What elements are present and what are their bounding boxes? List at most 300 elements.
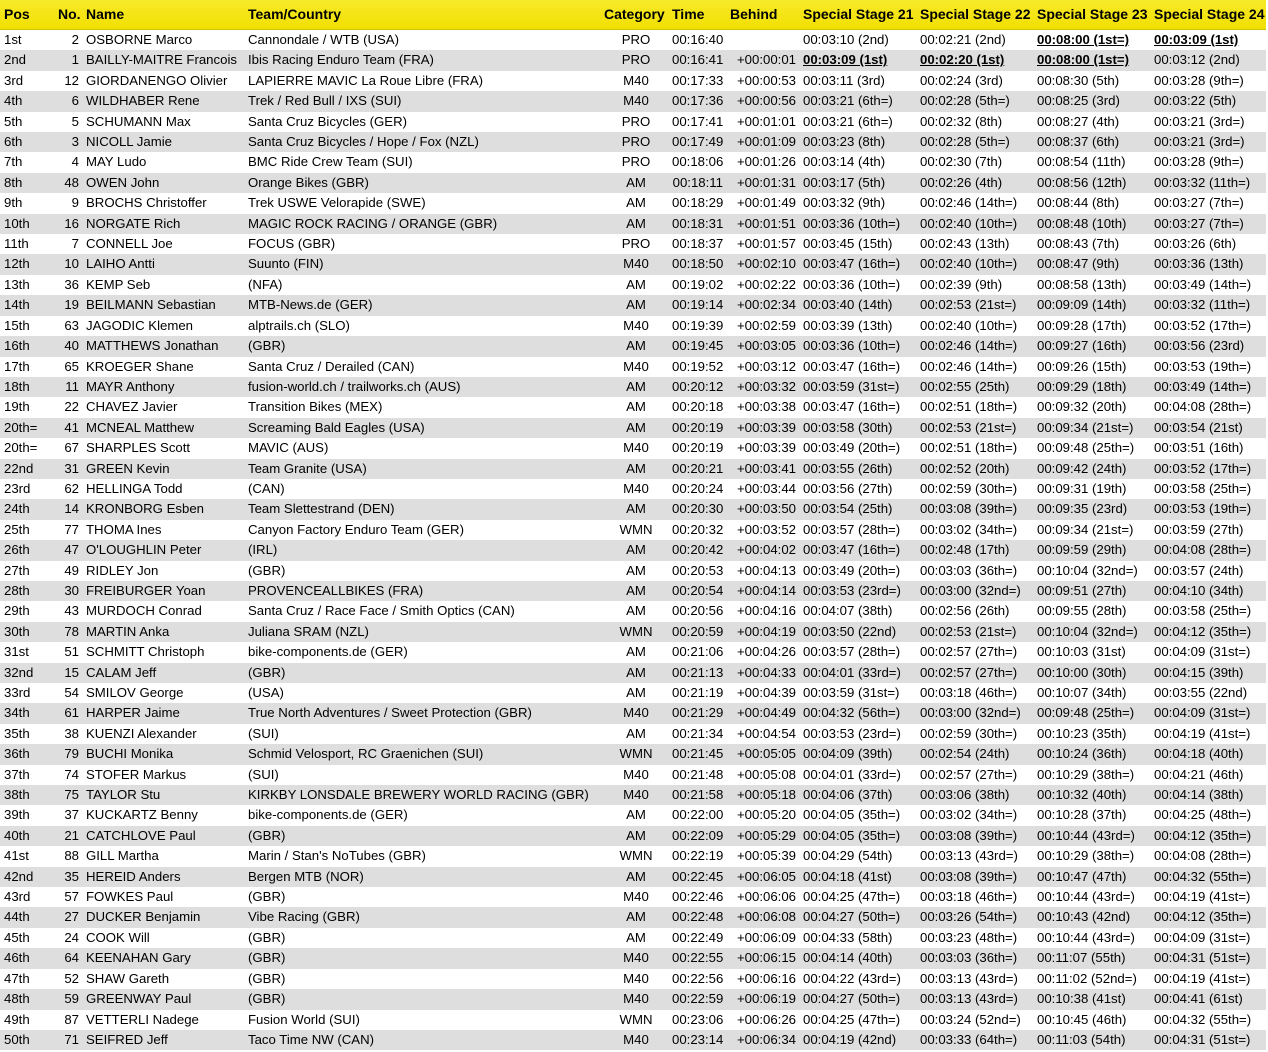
cell-category: M40 [623, 1031, 649, 1047]
cell-name: VETTERLI Nadege [86, 1011, 199, 1027]
cell-special-stage-23: 00:08:37 (6th) [1037, 134, 1120, 150]
cell-category: AM [626, 297, 646, 313]
cell-time: 00:20:56 [672, 603, 724, 619]
cell-special-stage-21: 00:04:06 (37th) [803, 787, 893, 803]
cell-special-stage-22: 00:02:59 (30th=) [920, 480, 1018, 496]
cell-team: KIRKBY LONSDALE BREWERY WORLD RACING (GBR) [248, 787, 589, 803]
cell-special-stage-22: 00:02:51 (18th=) [920, 399, 1018, 415]
cell-special-stage-22: 00:02:32 (8th) [920, 113, 1003, 129]
cell-special-stage-23: 00:08:27 (4th) [1037, 113, 1120, 129]
cell-behind: +00:03:44 [736, 480, 796, 496]
cell-name: BUCHI Monika [86, 746, 174, 762]
cell-name: TAYLOR Stu [86, 787, 161, 803]
header-special-stage-21[interactable]: Special Stage 21 [799, 0, 916, 30]
cell-team: Transition Bikes (MEX) [248, 399, 383, 415]
cell-category: PRO [621, 52, 651, 68]
cell-no: 36 [64, 276, 79, 292]
cell-pos: 6th [4, 134, 23, 150]
cell-no: 11 [65, 378, 79, 394]
cell-special-stage-24: 00:04:19 (41st=) [1154, 889, 1251, 905]
cell-category: AM [626, 685, 646, 700]
cell-special-stage-21: 00:03:39 (13th) [803, 317, 893, 333]
cell-time: 00:20:24 [672, 480, 724, 496]
cell-special-stage-24: 00:03:32 (11th=) [1154, 174, 1251, 190]
cell-behind: +00:06:34 [736, 1031, 796, 1047]
cell-special-stage-24: 00:03:58 (25th=) [1154, 603, 1252, 619]
cell-special-stage-23: 00:09:32 (20th) [1037, 399, 1127, 415]
cell-special-stage-22: 00:03:24 (52nd=) [920, 1011, 1021, 1027]
cell-behind: +00:06:08 [736, 909, 796, 925]
cell-team: True North Adventures / Sweet Protection (GBR) [248, 705, 532, 721]
cell-team: (GBR) [248, 991, 286, 1007]
cell-name: RIDLEY Jon [86, 562, 159, 578]
cell-name: O'LOUGHLIN Peter [86, 542, 202, 558]
cell-category: AM [626, 603, 646, 619]
cell-category: PRO [621, 113, 651, 129]
cell-special-stage-22: 00:02:40 (10th=) [920, 317, 1018, 333]
cell-special-stage-21: 00:04:27 (50th=) [803, 909, 901, 925]
cell-behind: +00:01:49 [736, 195, 796, 211]
cell-team: (GBR) [248, 562, 286, 578]
cell-category: M40 [623, 766, 649, 782]
cell-special-stage-21: 00:04:19 (42nd) [803, 1031, 897, 1047]
header-category[interactable]: Category [600, 0, 668, 30]
cell-special-stage-24: 00:03:27 (7th=) [1154, 195, 1244, 211]
cell-special-stage-23: 00:09:34 (21st=) [1037, 521, 1134, 537]
cell-special-stage-24: 00:03:54 (21st) [1154, 419, 1243, 435]
cell-time: 00:22:48 [672, 909, 724, 925]
cell-no: 77 [64, 521, 79, 537]
cell-special-stage-21: 00:03:57 (28th=) [803, 644, 901, 660]
table-row [0, 601, 1266, 621]
cell-pos: 20th= [4, 440, 38, 456]
cell-no: 41 [64, 419, 79, 435]
cell-special-stage-23: 00:09:29 (18th) [1037, 378, 1127, 394]
cell-special-stage-23: 00:08:58 (13th) [1037, 276, 1127, 292]
cell-no: 14 [64, 501, 79, 517]
cell-team: MAVIC (AUS) [248, 440, 329, 456]
cell-name: KUCKARTZ Benny [86, 807, 198, 823]
cell-category: AM [626, 929, 646, 945]
cell-pos: 39th [4, 807, 30, 823]
cell-special-stage-21: 00:03:49 (20th=) [803, 440, 901, 456]
cell-special-stage-21: 00:04:07 (38th) [803, 603, 893, 619]
cell-special-stage-22: 00:02:55 (25th) [920, 378, 1010, 394]
cell-name: OWEN John [86, 174, 160, 190]
cell-category: AM [626, 460, 646, 476]
cell-name: NORGATE Rich [86, 215, 181, 231]
cell-time: 00:22:56 [672, 970, 724, 986]
cell-special-stage-23: 00:10:29 (38th=) [1037, 766, 1135, 782]
cell-pos: 19th [4, 399, 30, 415]
cell-time: 00:20:53 [672, 562, 724, 578]
table-row [0, 744, 1266, 764]
header-team[interactable]: Team/Country [244, 0, 600, 30]
cell-category: AM [626, 338, 646, 354]
cell-time: 00:19:14 [672, 297, 724, 313]
cell-special-stage-21: 00:04:09 (39th) [803, 746, 893, 762]
cell-special-stage-24: 00:04:19 (41st=) [1154, 725, 1251, 741]
cell-category: AM [626, 664, 646, 680]
cell-no: 40 [64, 338, 79, 354]
cell-special-stage-24: 00:03:52 (17th=) [1154, 460, 1252, 476]
cell-time: 00:20:18 [672, 399, 724, 415]
cell-pos: 8th [4, 174, 23, 190]
cell-time: 00:20:42 [672, 542, 724, 558]
cell-behind: +00:06:09 [736, 929, 796, 945]
cell-special-stage-22: 00:03:08 (39th=) [920, 827, 1018, 843]
cell-special-stage-23: 00:10:04 (32nd=) [1037, 562, 1138, 578]
cell-pos: 45th [4, 929, 30, 945]
cell-category: M40 [623, 970, 649, 986]
cell-special-stage-24: 00:04:08 (28th=) [1154, 848, 1252, 864]
cell-no: 22 [64, 399, 79, 415]
cell-team: Schmid Velosport, RC Graenichen (SUI) [248, 746, 484, 762]
cell-category: PRO [621, 134, 651, 150]
table-row [0, 1030, 1266, 1050]
cell-special-stage-22: 00:02:57 (27th=) [920, 644, 1018, 660]
cell-behind: +00:02:59 [736, 317, 796, 333]
cell-special-stage-22: 00:02:28 (5th=) [920, 93, 1010, 109]
cell-team: Canyon Factory Enduro Team (GER) [248, 521, 464, 537]
cell-time: 00:21:29 [672, 705, 724, 721]
cell-behind: +00:00:01 [736, 52, 796, 68]
cell-special-stage-24: 00:04:31 (51st=) [1154, 950, 1251, 966]
cell-behind: +00:03:50 [736, 501, 796, 517]
cell-special-stage-23: 00:11:02 (52nd=) [1037, 970, 1137, 986]
table-row [0, 622, 1266, 642]
cell-behind: +00:05:39 [736, 848, 796, 864]
cell-name: THOMA Ines [86, 521, 162, 537]
cell-behind: +00:01:51 [736, 215, 796, 231]
header-time[interactable]: Time [668, 0, 726, 30]
cell-team: PROVENCEALLBIKES (FRA) [248, 582, 424, 598]
cell-behind: +00:04:33 [736, 664, 796, 680]
cell-special-stage-21: 00:04:22 (43rd=) [803, 970, 901, 986]
cell-behind: +00:06:05 [736, 868, 796, 884]
cell-team: Suunto (FIN) [248, 256, 324, 272]
cell-team: alptrails.ch (SLO) [248, 317, 350, 333]
table-row [0, 765, 1266, 785]
cell-no: 30 [64, 582, 79, 598]
cell-behind [726, 30, 799, 51]
cell-category: AM [626, 868, 646, 884]
cell-special-stage-22: 00:02:57 (27th=) [920, 766, 1018, 782]
cell-special-stage-21: 00:03:17 (5th) [803, 174, 886, 190]
cell-pos: 30th [4, 623, 30, 639]
cell-time: 00:21:58 [672, 787, 724, 803]
cell-no: 37 [64, 807, 79, 823]
cell-special-stage-24: 00:04:32 (55th=) [1154, 868, 1252, 884]
cell-name: CALAM Jeff [86, 664, 157, 680]
cell-category: PRO [621, 154, 651, 170]
table-row [0, 30, 1266, 51]
cell-special-stage-23: 00:09:48 (25th=) [1037, 705, 1135, 721]
cell-behind: +00:03:41 [736, 460, 796, 476]
cell-special-stage-24: 00:03:51 (16th) [1154, 440, 1244, 456]
cell-category: AM [626, 542, 646, 558]
cell-team: Marin / Stan's NoTubes (GBR) [248, 848, 426, 864]
cell-category: AM [626, 501, 646, 517]
cell-special-stage-22: 00:02:46 (14th=) [920, 338, 1018, 354]
cell-no: 27 [64, 909, 79, 925]
cell-category: M40 [623, 317, 649, 333]
cell-team: (GBR) [248, 664, 286, 680]
cell-special-stage-22: 00:02:26 (4th) [920, 174, 1003, 190]
cell-special-stage-21: 00:03:54 (25th) [803, 501, 893, 517]
cell-special-stage-23: 00:10:44 (43rd=) [1037, 827, 1135, 843]
cell-name: JAGODIC Klemen [86, 317, 193, 333]
cell-special-stage-21: 00:04:18 (41st) [803, 868, 892, 884]
cell-behind: +00:06:06 [736, 889, 796, 905]
cell-time: 00:17:36 [672, 93, 724, 109]
cell-category: AM [626, 195, 646, 211]
header-behind[interactable]: Behind [726, 0, 799, 30]
cell-special-stage-21: 00:03:23 (8th) [803, 134, 886, 150]
cell-special-stage-22: 00:02:53 (21st=) [920, 419, 1017, 435]
cell-special-stage-24: 00:03:58 (25th=) [1154, 480, 1252, 496]
cell-no: 7 [71, 236, 79, 252]
cell-team: (GBR) [248, 950, 286, 966]
cell-special-stage-21: 00:03:36 (10th=) [803, 276, 901, 292]
table-row [0, 214, 1266, 234]
cell-category: M40 [623, 480, 649, 496]
cell-pos: 13th [4, 276, 30, 292]
cell-no: 62 [64, 480, 79, 496]
cell-pos: 28th [4, 582, 30, 598]
cell-pos: 23rd [4, 480, 31, 496]
cell-special-stage-23: 00:09:09 (14th) [1037, 297, 1127, 313]
cell-pos: 33rd [4, 685, 31, 700]
cell-category: M40 [623, 950, 649, 966]
cell-pos: 34th [4, 705, 30, 721]
cell-time: 00:21:13 [672, 664, 724, 680]
cell-time: 00:17:41 [672, 113, 724, 129]
cell-special-stage-22: 00:02:56 (26th) [920, 603, 1010, 619]
cell-pos: 15th [4, 317, 30, 333]
header-special-stage-23[interactable]: Special Stage 23 [1033, 0, 1150, 30]
cell-special-stage-22: 00:03:02 (34th=) [920, 807, 1018, 823]
cell-team: Santa Cruz Bicycles / Hope / Fox (NZL) [248, 134, 479, 150]
cell-pos: 4th [4, 93, 23, 109]
cell-category: WMN [619, 746, 653, 762]
cell-name: BAILLY-MAITRE Francois [86, 52, 237, 68]
cell-category: AM [626, 399, 646, 415]
cell-name: KUENZI Alexander [86, 725, 197, 741]
cell-behind: +00:00:53 [736, 72, 796, 88]
cell-team: MTB-News.de (GER) [248, 297, 373, 313]
cell-name: GREEN Kevin [86, 460, 170, 476]
cell-name: FREIBURGER Yoan [86, 582, 206, 598]
header-pos[interactable]: Pos [0, 0, 54, 30]
cell-team: Orange Bikes (GBR) [248, 174, 369, 190]
header-no[interactable]: No. [54, 0, 82, 30]
cell-name: BROCHS Christoffer [86, 195, 207, 211]
cell-team: Team Slettestrand (DEN) [248, 501, 395, 517]
cell-category: PRO [621, 236, 651, 252]
cell-team: FOCUS (GBR) [248, 236, 336, 252]
cell-special-stage-24: 00:04:08 (28th=) [1154, 399, 1252, 415]
cell-behind: +00:02:22 [736, 276, 796, 292]
cell-pos: 9th [4, 195, 23, 211]
cell-special-stage-23: 00:10:24 (36th) [1037, 746, 1127, 762]
cell-no: 64 [64, 950, 79, 966]
cell-no: 21 [64, 827, 79, 843]
cell-special-stage-22: 00:02:53 (21st=) [920, 623, 1017, 639]
cell-special-stage-24: 00:03:28 (9th=) [1154, 154, 1244, 170]
cell-name: KRONBORG Esben [86, 501, 204, 517]
cell-behind: +00:01:09 [736, 134, 796, 150]
cell-special-stage-23: 00:09:26 (15th) [1037, 358, 1127, 374]
cell-time: 00:20:21 [672, 460, 724, 476]
cell-pos: 27th [4, 562, 30, 578]
cell-special-stage-22: 00:03:26 (54th=) [920, 909, 1018, 925]
cell-special-stage-22: 00:03:18 (46th=) [920, 889, 1018, 905]
cell-team: (USA) [248, 685, 284, 700]
table-header [0, 0, 1266, 30]
cell-special-stage-22: 00:03:13 (43rd=) [920, 970, 1018, 986]
cell-special-stage-22: 00:02:46 (14th=) [920, 195, 1018, 211]
cell-team: (GBR) [248, 889, 286, 905]
cell-name: HELLINGA Todd [86, 480, 183, 496]
cell-team: fusion-world.ch / trailworks.ch (AUS) [248, 378, 461, 394]
cell-time: 00:20:32 [672, 521, 724, 537]
cell-pos: 11th [4, 236, 29, 252]
cell-special-stage-21: 00:03:21 (6th=) [803, 93, 893, 109]
cell-name: CATCHLOVE Paul [86, 827, 196, 843]
cell-special-stage-22: 00:02:43 (13th) [920, 236, 1010, 252]
cell-special-stage-24: 00:03:22 (5th) [1154, 93, 1237, 109]
cell-no: 79 [64, 746, 79, 762]
table-row [0, 989, 1266, 1009]
cell-time: 00:23:06 [672, 1011, 724, 1027]
cell-pos: 41st [4, 848, 29, 864]
cell-time: 00:22:45 [672, 868, 724, 884]
cell-pos: 31st [4, 644, 29, 660]
cell-category: M40 [623, 787, 649, 803]
cell-behind: +00:04:14 [736, 582, 796, 598]
cell-category: WMN [619, 623, 653, 639]
cell-special-stage-22: 00:02:30 (7th) [920, 154, 1003, 170]
cell-time: 00:22:19 [672, 848, 724, 864]
header-special-stage-24[interactable]: Special Stage 24 [1150, 0, 1266, 30]
cell-no: 10 [64, 256, 79, 272]
table-row [0, 1010, 1266, 1030]
cell-time: 00:22:09 [672, 827, 724, 843]
cell-pos: 5th [4, 113, 23, 129]
cell-name: GIORDANENGO Olivier [86, 72, 228, 88]
cell-behind: +00:01:57 [736, 236, 796, 252]
cell-pos: 1st [4, 32, 22, 47]
cell-team: (SUI) [248, 725, 279, 741]
cell-special-stage-21: 00:03:45 (15th) [803, 236, 893, 252]
cell-no: 49 [64, 562, 79, 578]
cell-behind: +00:05:05 [736, 746, 796, 762]
cell-name: CONNELL Joe [86, 236, 173, 252]
cell-category: M40 [623, 991, 649, 1007]
cell-category: AM [626, 562, 646, 578]
cell-team: Cannondale / WTB (USA) [248, 32, 399, 47]
cell-special-stage-21: 00:04:29 (54th) [803, 848, 893, 864]
cell-special-stage-24: 00:03:59 (27th) [1154, 521, 1244, 537]
cell-special-stage-21: 00:03:21 (6th=) [803, 113, 893, 129]
cell-time: 00:22:00 [672, 807, 724, 823]
cell-special-stage-21: 00:04:14 (40th) [803, 950, 893, 966]
cell-time: 00:18:11 [672, 174, 723, 190]
cell-team: bike-components.de (GER) [248, 644, 408, 660]
cell-name: SEIFRED Jeff [86, 1031, 168, 1047]
cell-behind: +00:04:39 [736, 685, 796, 700]
header-special-stage-22[interactable]: Special Stage 22 [916, 0, 1033, 30]
table-row [0, 499, 1266, 519]
cell-pos: 20th= [4, 419, 38, 435]
cell-no: 24 [64, 929, 79, 945]
cell-name: MAYR Anthony [86, 378, 175, 394]
cell-special-stage-22: 00:03:03 (36th=) [920, 950, 1018, 966]
cell-team: Team Granite (USA) [248, 460, 367, 476]
cell-special-stage-21: 00:04:27 (50th=) [803, 991, 901, 1007]
cell-no: 2 [71, 32, 79, 47]
cell-category: M40 [623, 358, 649, 374]
cell-name: KEMP Seb [86, 276, 151, 292]
cell-team: LAPIERRE MAVIC La Roue Libre (FRA) [248, 72, 484, 88]
cell-behind: +00:06:15 [736, 950, 796, 966]
cell-name: MCNEAL Matthew [86, 419, 194, 435]
cell-special-stage-24: 00:03:12 (2nd) [1154, 52, 1240, 68]
cell-special-stage-22: 00:03:03 (36th=) [920, 562, 1018, 578]
cell-category: AM [626, 644, 646, 660]
cell-special-stage-22: 00:03:06 (38th) [920, 787, 1010, 803]
cell-no: 48 [64, 174, 79, 190]
header-name[interactable]: Name [82, 0, 244, 30]
cell-special-stage-21: 00:03:36 (10th=) [803, 215, 901, 231]
cell-special-stage-22: 00:02:39 (9th) [920, 276, 1003, 292]
cell-special-stage-21: 00:03:58 (30th) [803, 419, 893, 435]
cell-team: Juliana SRAM (NZL) [248, 623, 369, 639]
table-row [0, 357, 1266, 377]
cell-special-stage-24: 00:03:49 (14th=) [1154, 378, 1252, 394]
cell-special-stage-24: 00:04:12 (35th=) [1154, 623, 1252, 639]
cell-special-stage-23: 00:08:47 (9th) [1037, 256, 1120, 272]
cell-time: 00:18:29 [672, 195, 724, 211]
cell-special-stage-21: 00:03:47 (16th=) [803, 358, 901, 374]
cell-special-stage-24: 00:04:19 (41st=) [1154, 970, 1251, 986]
cell-special-stage-21: 00:04:25 (47th=) [803, 889, 901, 905]
cell-time: 00:22:55 [672, 950, 724, 966]
cell-time: 00:21:45 [672, 746, 724, 762]
cell-no: 78 [64, 623, 79, 639]
cell-special-stage-21: 00:03:40 (14th) [803, 297, 893, 313]
cell-no: 54 [64, 685, 79, 700]
cell-special-stage-24: 00:03:57 (24th) [1154, 562, 1244, 578]
cell-behind: +00:05:20 [736, 807, 796, 823]
cell-special-stage-21: 00:03:36 (10th=) [803, 338, 901, 354]
cell-special-stage-21: 00:03:56 (27th) [803, 480, 893, 496]
cell-special-stage-24: 00:04:09 (31st=) [1154, 705, 1251, 721]
cell-no: 74 [64, 766, 79, 782]
table-body [0, 30, 1266, 1051]
cell-no: 87 [64, 1011, 79, 1027]
cell-name: GREENWAY Paul [86, 991, 192, 1007]
cell-name: MARTIN Anka [86, 623, 170, 639]
cell-name: MATTHEWS Jonathan [86, 338, 219, 354]
cell-special-stage-23: 00:08:30 (5th) [1037, 72, 1120, 88]
cell-special-stage-22: 00:02:53 (21st=) [920, 297, 1017, 313]
table-row [0, 193, 1266, 213]
cell-no: 71 [64, 1031, 79, 1047]
cell-team: Santa Cruz / Race Face / Smith Optics (CAN) [248, 603, 515, 619]
cell-special-stage-23: 00:09:34 (21st=) [1037, 419, 1134, 435]
